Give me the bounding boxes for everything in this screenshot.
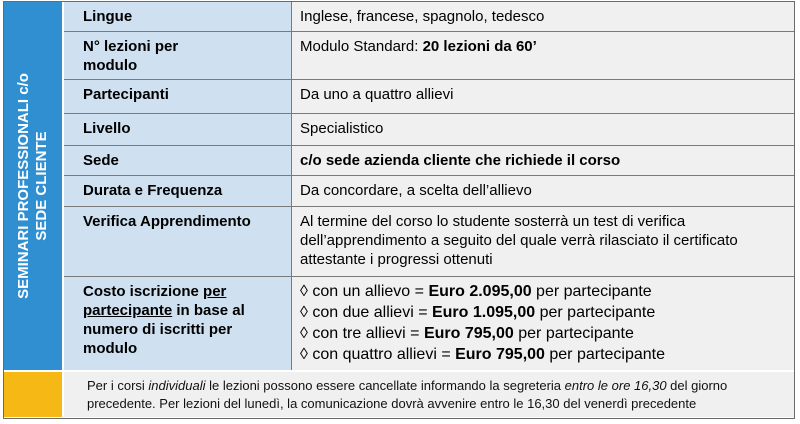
row-value: Inglese, francese, spagnolo, tedesco <box>292 2 794 31</box>
value-bold: 20 lezioni da 60’ <box>422 38 537 55</box>
row-label: Durata e Frequenza <box>64 176 292 206</box>
value-line: attestante i progressi ottenuti <box>300 251 493 268</box>
option-text: per partecipante <box>531 283 652 300</box>
diamond-icon: ◊ <box>300 283 308 300</box>
note-italic: entro le ore 16,30 <box>564 378 667 393</box>
diamond-icon: ◊ <box>300 346 308 363</box>
row-value: Specialistico <box>292 114 794 145</box>
diamond-icon: ◊ <box>300 304 308 321</box>
option-price: Euro 2.095,00 <box>428 283 532 300</box>
side-label-bar <box>4 2 62 370</box>
price-option <box>300 323 794 344</box>
price-option <box>300 281 794 302</box>
note-text: del giorno <box>666 378 728 393</box>
option-text: con un allievo = <box>307 283 429 300</box>
row-value: Da concordare, a scelta dell’allievo <box>292 176 794 206</box>
row-value: Da uno a quattro allievi <box>292 80 794 113</box>
row-label: Livello <box>64 114 292 145</box>
row-value: c/o sede azienda cliente che richiede il corso <box>292 146 794 175</box>
value-prefix: Modulo Standard: <box>300 38 423 55</box>
cost-label-text: in base al <box>172 302 245 319</box>
cost-label-text: Costo iscrizione <box>83 283 204 300</box>
table-row <box>64 207 794 277</box>
row-label <box>64 32 292 79</box>
cost-label-underlined: per <box>203 283 227 300</box>
side-label <box>15 73 51 299</box>
row-label-line: N° lezioni per <box>83 38 179 55</box>
value-line: Al termine del corso lo studente sosterrà un test di verifica <box>300 213 686 230</box>
option-text: per partecipante <box>544 346 666 363</box>
table-row <box>64 277 794 370</box>
option-text: con quattro allievi = <box>307 346 456 363</box>
cost-label-text: numero di iscritti per <box>83 321 233 338</box>
table-row <box>64 114 794 146</box>
row-label-line: modulo <box>83 57 138 74</box>
option-price: Euro 1.095,00 <box>431 304 536 321</box>
price-option <box>300 344 794 365</box>
option-text: con tre allievi = <box>307 325 424 342</box>
side-label-line1: SEMINARI PROFESSIONALI c/o <box>15 73 32 299</box>
note-text: Per i corsi <box>87 378 149 393</box>
note-marker-bar <box>4 372 62 417</box>
row-label: Lingue <box>64 2 292 31</box>
table-row <box>64 2 794 32</box>
option-price: Euro 795,00 <box>423 325 514 342</box>
option-text: con due allievi = <box>307 304 432 321</box>
row-label: Sede <box>64 146 292 175</box>
table-row <box>64 176 794 207</box>
side-label-line2: SEDE CLIENTE <box>33 131 50 241</box>
note-text: precedente. Per lezioni del lunedì, la comunicazione dovrà avvenire entro le 16,30 del venerdì precedente <box>87 396 697 411</box>
option-text: per partecipante <box>513 325 634 342</box>
row-label: Verifica Apprendimento <box>64 207 292 276</box>
row-value <box>292 32 794 79</box>
row-value <box>292 207 794 276</box>
value-line: dell’apprendimento a seguito del quale verrà rilasciato il certificato <box>300 232 738 249</box>
cost-label-underlined: partecipante <box>83 302 173 319</box>
diamond-icon: ◊ <box>300 325 308 342</box>
cancellation-note <box>64 372 794 417</box>
note-text: le lezioni possono essere cancellate informando la segreteria <box>205 378 565 393</box>
table-row <box>64 80 794 114</box>
row-label <box>64 277 292 370</box>
price-option <box>300 302 794 323</box>
table-row <box>64 146 794 176</box>
option-text: per partecipante <box>535 304 656 321</box>
table-row <box>64 32 794 80</box>
row-label: Partecipanti <box>64 80 292 113</box>
cost-label-text: modulo <box>83 340 138 357</box>
price-list <box>292 277 794 370</box>
note-italic: individuali <box>148 378 206 393</box>
option-price: Euro 795,00 <box>455 346 545 363</box>
